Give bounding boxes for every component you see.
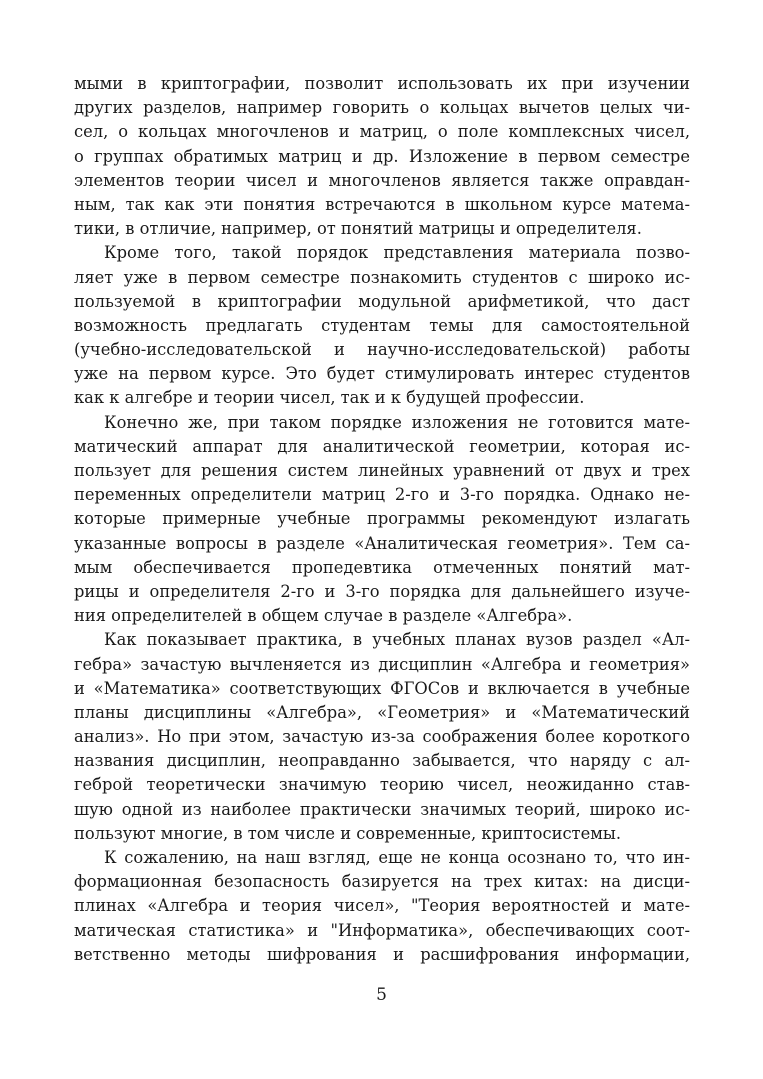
text-line: которые примерные учебные программы рекомендуют излагать [74,509,690,529]
text-line: плинах «Алгебра и теория чисел», "Теория вероятностей и мате- [74,896,690,916]
page-number: 5 [376,985,387,1005]
text-line: мыми в криптографии, позволит использовать их при изучении [74,74,690,93]
text-line: ния определителей в общем случае в разделе «Алгебра». [74,606,573,626]
text-line: К сожалению, на наш взгляд, еще не конца осознано то, что ин- [104,848,690,867]
text-line: и «Математика» соответствующих ФГОСов и включается в учебные [74,678,690,698]
text-line: Кроме того, такой порядок представления материала позво- [104,243,690,263]
text-line: Конечно же, при таком порядке изложения не готовится мате- [104,412,690,432]
text-line: ным, так как эти понятия встречаются в школьном курсе матема- [74,194,690,214]
text-line: геброй теоретически значимую теорию чисел, неожиданно став- [74,775,690,795]
text-line: анализ». Но при этом, зачастую из-за соображения более короткого [74,727,690,747]
text-line: Как показывает практика, в учебных планах вузов раздел «Ал- [104,630,690,650]
text-line: матический аппарат для аналитической геометрии, которая ис- [74,436,690,456]
text-line: пользуемой в криптографии модульной арифметикой, что даст [74,291,690,311]
text-line: других разделов, например говорить о кольцах вычетов целых чи- [74,98,690,118]
text-line: названия дисциплин, неоправданно забывается, что наряду с ал- [74,751,690,771]
text-line: формационная безопасность базируется на трех китах: на дисци- [74,872,690,892]
text-line: указанные вопросы в разделе «Аналитическая геометрия». Тем са- [74,533,690,553]
text-line: тики, в отличие, например, от понятий матрицы и определителя. [74,219,642,239]
text-line: матическая статистика» и "Информатика», обеспечивающих соот- [74,920,690,940]
text-line: переменных определители матриц 2-го и 3-го порядка. Однако не- [74,485,690,505]
text-line: пользует для решения систем линейных уравнений от двух и трех [74,461,690,480]
text-line: пользуют многие, в том числе и современные, криптосистемы. [74,823,621,843]
text-line: (учебно-исследовательской и научно-исследовательской) работы [74,340,690,360]
text-line: о группах обратимых матриц и др. Изложение в первом семестре [74,146,690,166]
body-text [74,72,690,967]
text-line: шую одной из наиболее практически значимых теорий, широко ис- [74,799,690,819]
text-line: ветственно методы шифрования и расшифрования информации, [74,944,690,964]
text-line: планы дисциплины «Алгебра», «Геометрия» и «Математический [74,702,690,722]
text-line: мым обеспечивается пропедевтика отмеченных понятий мат- [74,557,690,577]
text-line: как к алгебре и теории чисел, так и к будущей профессии. [74,388,585,408]
text-line: возможность предлагать студентам темы для самостоятельной [74,315,690,335]
text-line: сел, о кольцах многочленов и матриц, о поле комплексных чисел, [74,122,690,142]
text-line: рицы и определителя 2-го и 3-го порядка для дальнейшего изуче- [74,581,690,601]
text-line: гебра» зачастую вычленяется из дисциплин «Алгебра и геометрия» [74,654,690,674]
text-line: элементов теории чисел и многочленов является также оправдан- [74,170,690,190]
text-line: ляет уже в первом семестре познакомить студентов с широко ис- [74,267,690,287]
text-line: уже на первом курсе. Это будет стимулировать интерес студентов [74,364,690,384]
